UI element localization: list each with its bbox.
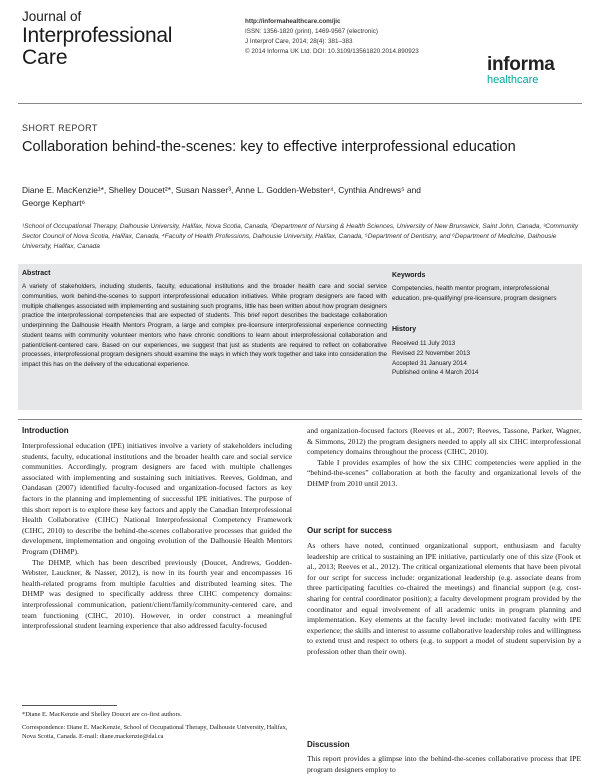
right-paragraph-2: Table I provides examples of how the six CIHC competencies were applied in the “behind-the-scenes” collaboration at both the faculty and organizational levels of the DHMP from 2010 until 2013. — [307, 457, 581, 488]
publisher-logo — [487, 55, 555, 86]
publisher-tagline: healthcare — [487, 74, 539, 86]
article-title: Collaboration behind-the-scenes: key to effective interprofessional education — [22, 139, 516, 155]
article-type: SHORT REPORT — [22, 123, 98, 133]
journal-logo — [22, 10, 172, 68]
history-list — [392, 339, 577, 378]
footnote — [22, 710, 292, 742]
publication-metadata — [245, 17, 419, 57]
journal-url[interactable]: http://informahealthcare.com/jic — [245, 18, 341, 25]
script-paragraph: As others have noted, continued organizational support, enthusiasm and faculty leadership are critical to sustaining an IPE initiative, particularly one of this size (Fook et al., 2013; Reeves et al., 2012). The critical organizational elements that have been pivotal for our script for success include: organizational leadership (e.g. associate deans from three participating faculties co-chaired the meetings) and financial support (e.g. cost-sharing for central coordinator position); a faculty development program provided by the coordinator and equal involvement of all academic units in program planning and implementation. Key elements at the faculty level include: motivated faculty with IPE experience; the skills and interest to assume collaborative leadership roles and willingness to extend trust and respect to others (e.g. to support a model of student supervision by a profession other than their own). — [307, 541, 581, 656]
abstract-text: A variety of stakeholders, including students, faculty, educational institutions and the broader health care and social service communities, work behind-the-scenes to support interprofessional education initiatives. While program designers are faced with multiple challenges associated with implementing and sustaining such programs, little has been written about how program designers practice the interprofessional competencies that are expected of students. This brief report describes the backstage collaboration underpinning the Dalhousie Health Mentors Program, a large and complex pre-licensure interprofessional experience connecting student teams with community volunteer mentors who have chronic conditions to learn about interprofessional collaboration and patient/client-centered care. Based on our experiences, we suggest that just as students are required to reflect on collaborative processes, interprofessional program designers should examine the ways in which they work together and take into consideration the impact this has on the delivery of the educational experience. — [22, 283, 387, 368]
intro-paragraph-1: Interprofessional education (IPE) initiatives involve a variety of stakeholders including students, faculty, educational institutions and the broader health care and social service communities. Accordingly, program designers are faced with multiple challenges associated with implementing and sustaining such initiatives. Reeves, Goldman, and Oandasan (2007) identified faculty-focused and organization-focused factors as key factors in the planning and implementing of successful IPE initiatives. The purpose of this short report is to explore these key factors and apply the Canadian Interprofessional Health Collaborative (CIHC) National Interprofessional Competency Framework (CIHC, 2010) to describe the behind-the-scenes collaborative processes that guided the development, implementation and ongoing evolution of the Dalhousie Health Mentors Program (DHMP). — [22, 441, 292, 556]
intro-paragraph-2: The DHMP, which has been described previously (Doucet, Andrews, Godden-Webster, Lauckner, & Nasser, 2012), is now in its fourth year and encompasses 16 health-related programs from multiple faculties and distributed learning sites. The DHMP was designed to specifically address three CIHC competency domains: interprofessional communication, patient/client/family/community-centered care, and team functioning (CIHC, 2010). However, in order construct a meaningful interprofessional student learning experience that also addressed faculty-focused — [22, 557, 292, 631]
keywords-text: Competencies, health mentor program, interprofessional education, pre-qualifying/ pre-licensure, program designers — [392, 285, 557, 302]
abstract-heading: Abstract — [22, 270, 51, 277]
footnote-divider — [22, 705, 117, 706]
citation: J Interprof Care, 2014; 28(4): 381–383 — [245, 38, 353, 45]
right-paragraph-1: and organization-focused factors (Reeves et al., 2007; Reeves, Tassone, Parker, Wagner, & Simmons, 2012) the program designers needed to apply all six CIHC interprofessional competency domains throughout the process (CIHC, 2010). — [307, 426, 581, 457]
keywords-heading: Keywords — [392, 272, 426, 279]
discussion-heading: Discussion — [307, 740, 350, 749]
history-revised: Revised 22 November 2013 — [392, 349, 471, 357]
issn: ISSN: 1356-1820 (print), 1469-9567 (electronic) — [245, 28, 379, 35]
script-heading: Our script for success — [307, 526, 392, 535]
discussion-paragraph: This report provides a glimpse into the behind-the-scenes collaborative process that IPE program designers employ to — [307, 754, 581, 774]
publisher-name: informa — [487, 54, 555, 75]
header-divider — [18, 103, 582, 104]
abstract-divider — [18, 419, 582, 420]
intro-heading: Introduction — [22, 426, 69, 435]
cofirst-note: *Diane E. MacKenzie and Shelley Doucet are co-first authors. — [22, 711, 182, 718]
history-published: Published online 4 March 2014 — [392, 369, 479, 377]
authors-line-2: George Kephart⁶ — [22, 197, 86, 208]
script-section — [307, 541, 581, 658]
journal-name-line3: Care — [22, 45, 68, 69]
author-list — [22, 184, 582, 209]
history-heading: History — [392, 326, 417, 333]
discussion-section — [307, 754, 581, 775]
affiliations: ¹School of Occupational Therapy, Dalhousie University, Halifax, Nova Scotia, Canada, ²Department of Nursing & Health Sciences, University of New Brunswick, Saint John, Canada, ³Community Sector Council of Nova Scotia, Halifax, Canada, ⁴Faculty of Health Professions, Dalhousie University, Halifax, Canada, ⁵Department of Dentistry, and ⁶Department of Medicine, Dalhousie University, Halifax, Canada — [22, 223, 579, 251]
copyright-doi: © 2014 Informa UK Ltd. DOI: 10.3109/13561820.2014.890923 — [245, 48, 419, 55]
history-accepted: Accepted 31 January 2014 — [392, 359, 467, 367]
right-column-top — [307, 426, 581, 490]
correspondence-note: Correspondence: Diane E. MacKenzie, School of Occupational Therapy, Dalhousie University, Halifax, Nova Scotia, Canada. E-mail: diane.mackenzie@dal.ca — [22, 724, 288, 741]
journal-name-line2: Interprofessional — [22, 23, 173, 47]
journal-name-line1: Journal of — [22, 9, 82, 24]
history-received: Received 11 July 2013 — [392, 340, 456, 347]
left-column — [22, 441, 292, 632]
authors-line-1: Diane E. MacKenzie¹*, Shelley Doucet²*, Susan Nasser³, Anne L. Godden-Webster⁴, Cynthia Andrews⁵ and — [22, 185, 421, 195]
